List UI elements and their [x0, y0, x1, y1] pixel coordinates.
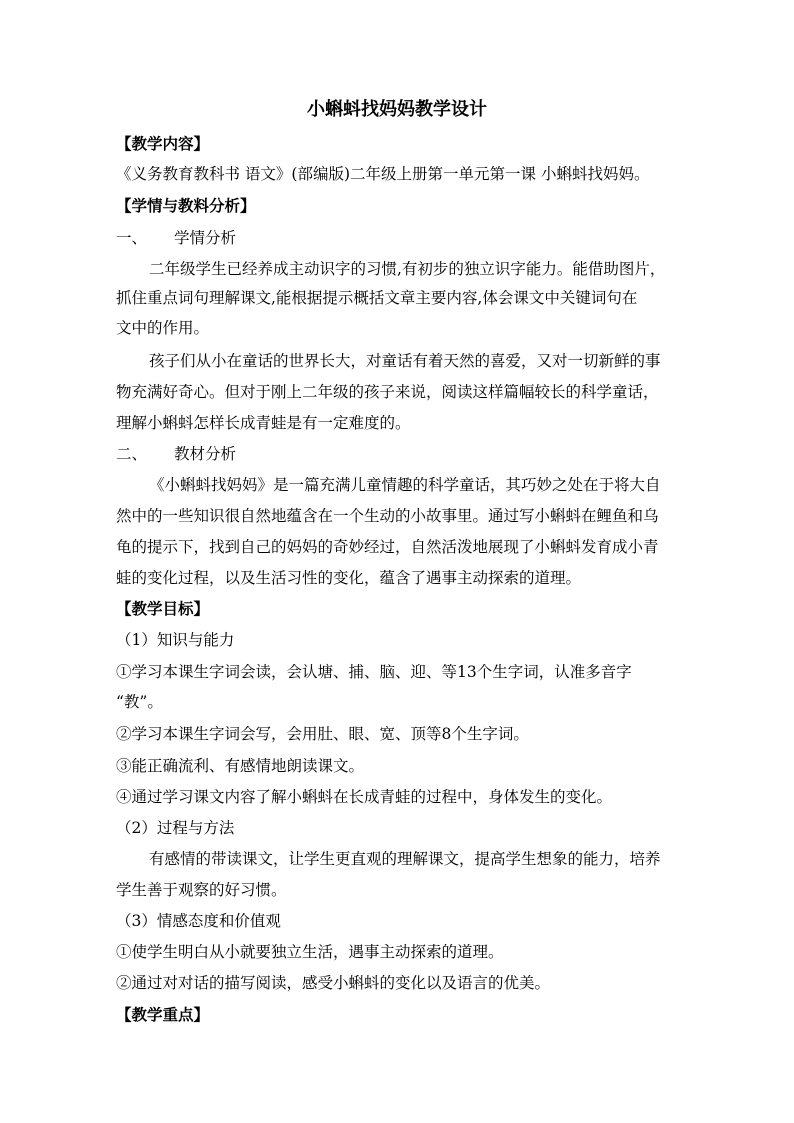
paragraph-3-line-2: 然中的一些知识很自然地蕴含在一个生动的小故事里。通过写小蝌蚪在鲤鱼和乌 [116, 507, 659, 525]
goal-1-item-4: ④通过学习课文内容了解小蝌蚪在长成青蛙的过程中，身体发生的变化。 [116, 788, 613, 806]
goal-3-item-1: ①使学生明白从小就要独立生活，遇事主动探索的道理。 [116, 943, 504, 961]
section-1-heading [116, 226, 236, 250]
paragraph-3-line-4: 蛙的变化过程，以及生活习性的变化，蕴含了遇事主动探索的道理。 [116, 569, 582, 587]
goal-1-item-1-line-1: ①学习本课生字词会读，会认塘、捕、脑、迎、等13个生字词，认准多音字 [116, 663, 632, 681]
paragraph-1-line-3: 文中的作用。 [116, 319, 210, 337]
section-1-title: 学情分析 [174, 229, 237, 247]
goal-1-item-2: ②学习本课生字词会写，会用肚、眼、宽、顶等8个生字词。 [116, 725, 529, 743]
paragraph-1-line-1: 二年级学生已经养成主动识字的习惯,有初步的独立识字能力。能借助图片， [149, 260, 666, 278]
goal-2-line-1: 有感情的带读课文，让学生更直观的理解课文，提高学生想象的能力，培养 [149, 850, 661, 868]
heading-teaching-content: 【教学内容】 [116, 134, 210, 153]
section-1-number: 一、 [116, 229, 148, 247]
goal-1-item-3: ③能正确流利、有感情地朗读课文。 [116, 757, 365, 775]
paragraph-3-line-1: 《小蝌蚪找妈妈》是一篇充满儿童情趣的科学童话，其巧妙之处在于将大自 [149, 476, 661, 494]
paragraph-2-line-2: 物充满好奇心。但对于刚上二年级的孩子来说，阅读这样篇幅较长的科学童话， [116, 383, 659, 401]
section-2-title: 教材分析 [174, 445, 237, 463]
document-title: 小蝌蚪找妈妈教学设计 [307, 99, 487, 120]
content-text: 《义务教育教科书 语文》(部编版)二年级上册第一单元第一课 小蝌蚪找妈妈。 [116, 165, 650, 183]
goal-2-title: （2）过程与方法 [116, 819, 235, 837]
heading-teaching-key-points: 【教学重点】 [116, 1005, 210, 1024]
paragraph-1-line-2: 抓住重点词句理解课文,能根据提示概括文章主要内容,体会课文中关键词句在 [116, 289, 638, 307]
heading-analysis: 【学情与教料分析】 [116, 196, 256, 215]
paragraph-2-line-1: 孩子们从小在童话的世界长大，对童话有着天然的喜爱，又对一切新鲜的事 [149, 352, 661, 370]
goal-1-item-1-line-2: “教”。 [116, 693, 163, 711]
goal-3-title: （3）情感态度和价值观 [116, 912, 281, 930]
paragraph-3-line-3: 龟的提示下，找到自己的妈妈的奇妙经过，自然活泼地展现了小蝌蚪发育成小青 [116, 538, 659, 556]
section-2-number: 二、 [116, 445, 148, 463]
section-2-heading [116, 442, 236, 466]
goal-3-item-2: ②通过对对话的描写阅读，感受小蝌蚪的变化以及语言的优美。 [116, 974, 551, 992]
paragraph-2-line-3: 理解小蝌蚪怎样长成青蛙是有一定难度的。 [116, 414, 411, 432]
heading-teaching-goals: 【教学目标】 [116, 599, 210, 618]
goal-1-title: （1）知识与能力 [116, 631, 235, 649]
goal-2-line-2: 学生善于观察的好习惯。 [116, 881, 287, 899]
